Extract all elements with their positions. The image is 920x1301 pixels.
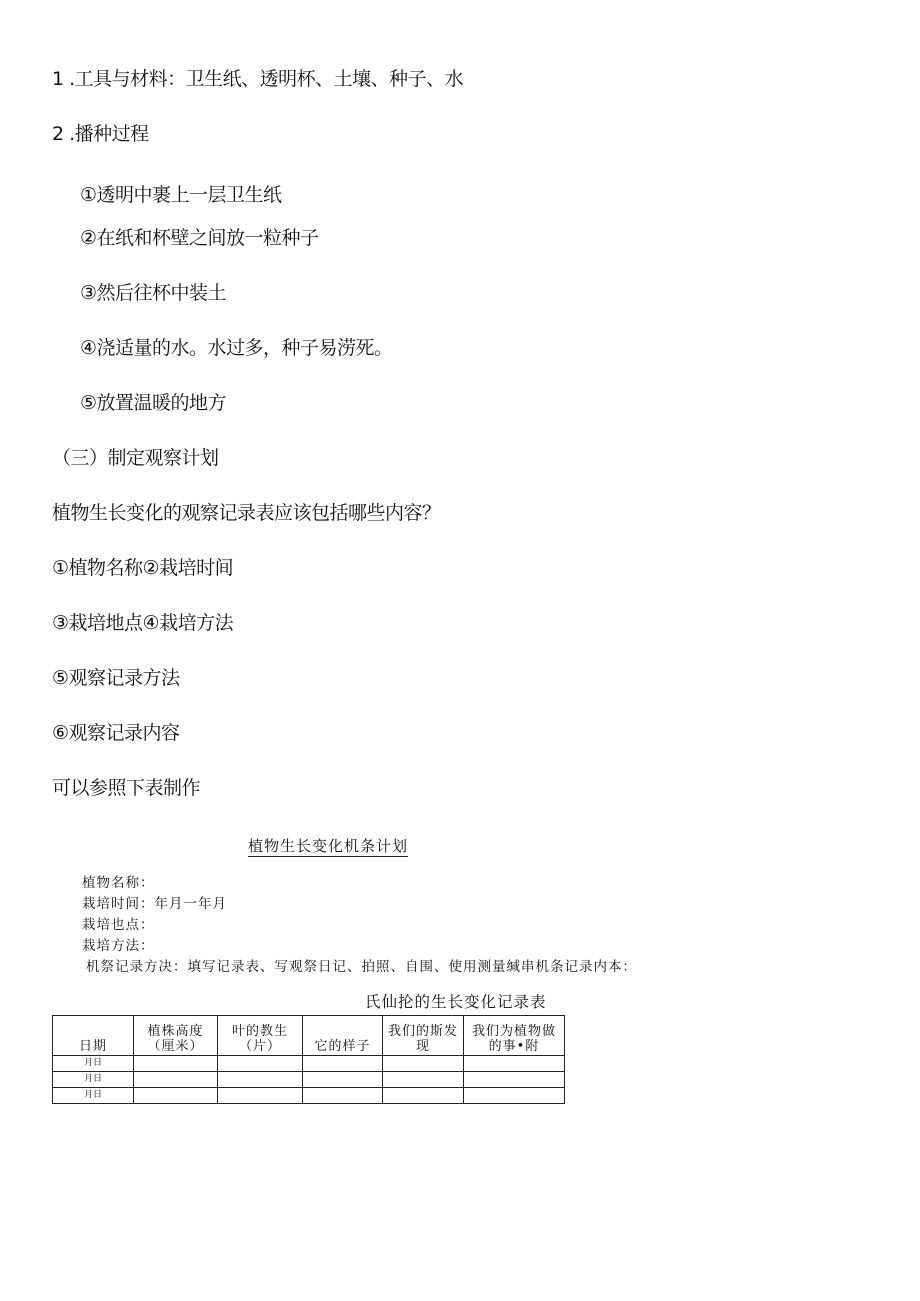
table-cell	[303, 1056, 383, 1072]
row-date-cell: 月日	[53, 1088, 134, 1104]
header-did-line2: 的事•附	[488, 1039, 540, 1054]
record-table-title: 氏仙抡的生长变化记录表	[365, 993, 547, 1011]
content-item-1-2: ①植物名称②栽培时间	[52, 557, 234, 579]
table-cell	[464, 1088, 565, 1104]
table-cell	[303, 1072, 383, 1088]
table-cell	[218, 1088, 303, 1104]
table-cell	[464, 1056, 565, 1072]
table-cell	[383, 1088, 464, 1104]
plan-field-time: 栽培时间：年月一年月	[82, 896, 227, 912]
header-height-line1: 植株高度	[147, 1024, 204, 1039]
plan-field-place: 栽培也点：	[82, 917, 155, 933]
header-leaf-count	[218, 1016, 303, 1056]
record-content-question: 植物生长变化的观察记录表应该包括哪些内容？	[52, 502, 441, 524]
section-heading-observation-plan: （三）制定观察计划	[52, 447, 219, 469]
sowing-step-3: ③然后往杯中装土	[80, 282, 227, 304]
sowing-step-5: ⑤放置温暖的地方	[80, 392, 227, 414]
sowing-step-4: ④浇适量的水。水过多，种子易涝死。	[80, 337, 393, 359]
header-appearance	[303, 1016, 383, 1056]
refer-table-note: 可以参照下表制作	[52, 777, 201, 799]
header-leaves-line2: （片）	[238, 1039, 281, 1054]
plan-field-record-method: 机祭记录方决：填写记录表、写观祭日记、拍照、自围、使用测量缄串机条记录内本：	[86, 959, 637, 975]
table-cell	[218, 1056, 303, 1072]
tools-materials-line: 1 .工具与材料：卫生纸、透明杯、土壤、种子、水	[52, 68, 464, 90]
row-date-cell: 月日	[53, 1072, 134, 1088]
table-row	[53, 1088, 565, 1104]
table-cell	[134, 1056, 218, 1072]
sowing-step-2: ②在纸和杯壁之间放一粒种子	[80, 227, 319, 249]
content-item-6: ⑥观察记录内容	[52, 722, 180, 744]
plan-field-method: 栽培方法：	[82, 938, 155, 954]
header-plant-height	[134, 1016, 218, 1056]
header-findings	[383, 1016, 464, 1056]
table-cell	[303, 1088, 383, 1104]
table-row	[53, 1056, 565, 1072]
content-item-3-4: ③栽培地点④栽培方法	[52, 612, 234, 634]
observation-plan-title: 植物生长变化机条计划	[248, 837, 409, 855]
header-leaves-line1: 叶的教生	[231, 1024, 288, 1039]
table-cell	[134, 1088, 218, 1104]
table-header-row	[53, 1016, 565, 1056]
header-found-line2: 现	[415, 1039, 430, 1054]
table-cell	[383, 1072, 464, 1088]
table-cell	[383, 1056, 464, 1072]
plan-field-name: 植物名称：	[82, 875, 155, 891]
sowing-step-1: ①透明中裹上一层卫生纸	[80, 184, 282, 206]
header-actions	[464, 1016, 565, 1056]
header-date	[53, 1016, 134, 1056]
table-cell	[464, 1072, 565, 1088]
header-date-label: 日期	[78, 1039, 107, 1054]
table-cell	[218, 1072, 303, 1088]
header-look-label: 它的样子	[314, 1039, 371, 1054]
header-found-line1: 我们的斯发	[387, 1024, 458, 1039]
header-height-line2: （厘米）	[147, 1039, 204, 1054]
table-row	[53, 1072, 565, 1088]
table-cell	[134, 1072, 218, 1088]
growth-record-table	[52, 1015, 565, 1104]
row-date-cell: 月日	[53, 1056, 134, 1072]
header-did-line1: 我们为植物做	[471, 1024, 556, 1039]
sowing-process-heading: 2 .播种过程	[52, 123, 149, 145]
content-item-5: ⑤观察记录方法	[52, 667, 180, 689]
